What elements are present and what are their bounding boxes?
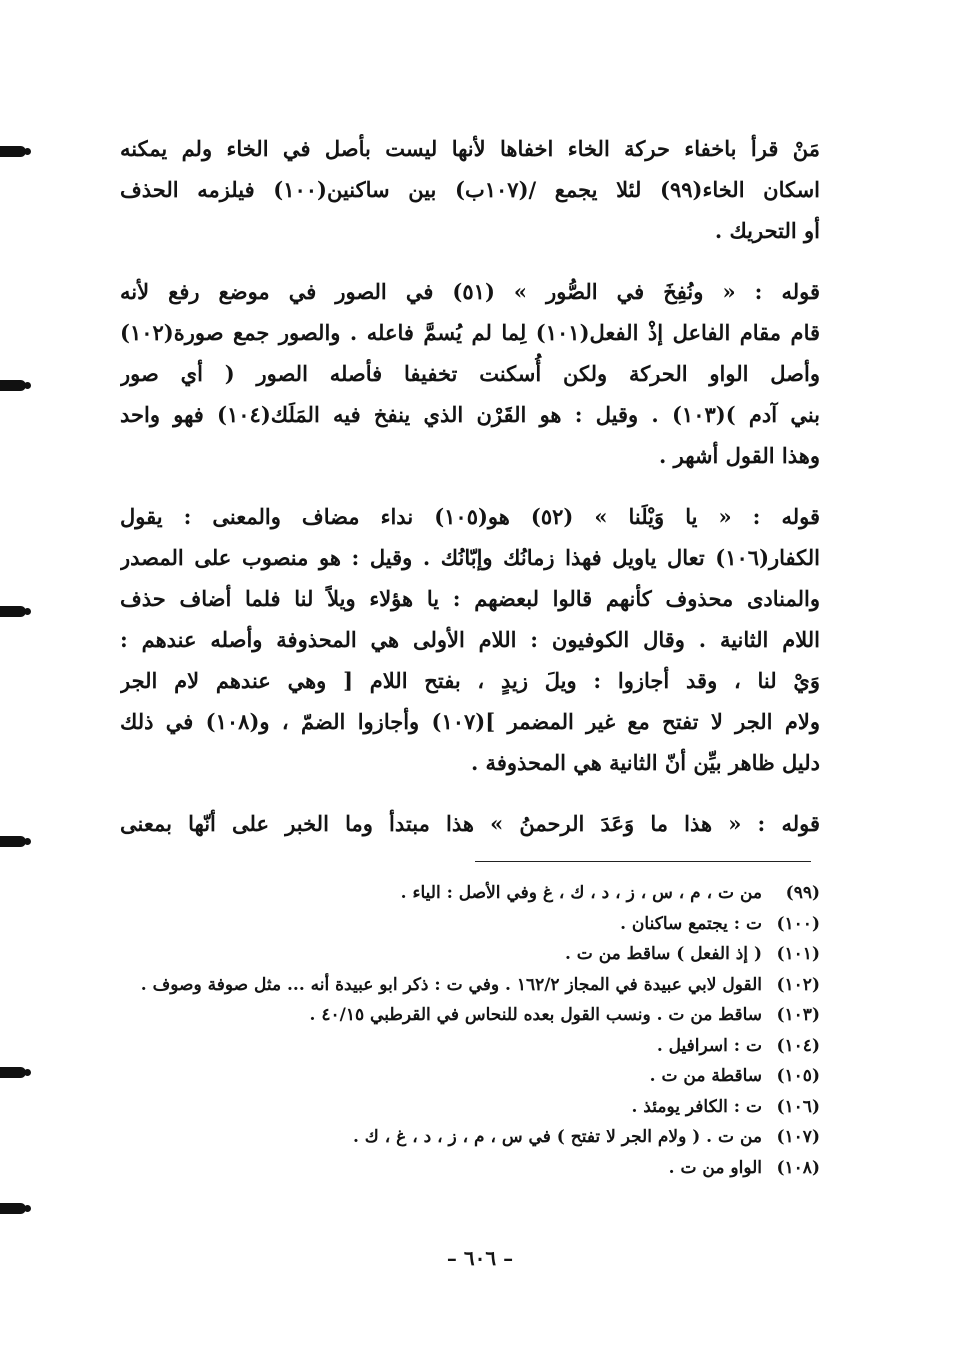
footnote-text: ( إذ الفعل ) ساقط من ت . [564, 944, 762, 964]
page-number: – ٦٠٦ – [446, 1246, 514, 1270]
footnote [125, 939, 820, 970]
footnotes [125, 878, 820, 1183]
paragraph [120, 803, 820, 844]
text-line: مَنْ قرأ باخفاء حركة الخاء اخفاها لأنها ليست بأصل في الخاء ولم يمكنه [120, 136, 820, 161]
text-line: قوله : « يا وَيْلَنا » (٥٢) هو(١٠٥) نداء مضاف والمعنى : يقول [120, 504, 820, 529]
text-line: قام مقام الفاعل إذْ الفعل(١٠١) لِما لم يُسمَّ فاعله . والصور جمع صورة(١٠٢) [120, 320, 820, 345]
footnote-separator [475, 861, 811, 862]
footnote-text: ساقط من ت . ونسب القول بعده للنحاس في القرطبي ٤٠/١٥ . [309, 1005, 762, 1025]
text-line: قوله : « هذا ما وَعَدَ الرحمنُ » هذا مبتدأ وما الخبر على أنّها بمعنى [120, 811, 820, 836]
footnote [125, 1000, 820, 1031]
footnote-number: (١٠٢) [776, 974, 820, 995]
text-line: والمنادى محذوف كأنهم قالوا لبعضهم : يا هؤلاء ويلاً لنا فلما أضاف حذف [120, 586, 820, 611]
footnote-number: (١٠٥) [776, 1066, 820, 1086]
text-line: قوله : « ونُفِخَ في الصُّور » (٥١) في الصور في موضع رفع لأنه [120, 279, 820, 304]
main-text [120, 128, 820, 864]
footnote [125, 970, 820, 1001]
text-line: بني آدم )(١٠٣) . وقيل : هو القَرْن الذي ينفخ فيه المَلَك(١٠٤) فهو واحد [120, 402, 820, 427]
footnote-number: (١٠٧) [776, 1127, 820, 1147]
text-line: الكفار(١٠٦) تعال ياويل فهذا زمانُك وإبّانُك . وقيل : هو منصوب على المصدر [120, 545, 820, 570]
footnote-number: (١٠٤) [776, 1035, 820, 1056]
text-line: ولام الجر لا تفتح مع غير المضمر ](١٠٧) وأجازوا الضمّ ، و(١٠٨) في ذلك [120, 709, 820, 734]
footnote-text: ت : اسرافيل . [656, 1035, 762, 1056]
footnote-number: (١٠٠) [776, 913, 820, 934]
paragraph [120, 271, 820, 476]
margin-mark [0, 146, 26, 157]
footnote [125, 1092, 820, 1123]
margin-mark [0, 380, 26, 391]
paragraph [120, 128, 820, 251]
text-line: وهذا القول أشهر . [659, 443, 820, 468]
footnote-text: من ت . ( ولام الجر لا تفتح ) في س ، م ، ز ، د ، غ ، ك . [352, 1127, 762, 1147]
footnote-text: من ت ، م ، س ، ز ، د ، ك ، غ وفي الأصل : الياء . [400, 883, 762, 903]
text-line: وأصل الواو الحركة ولكن أُسكنت تخفيفا فأصله الصور ( أي صور [120, 361, 820, 386]
text-line: اللام الثانية . وقال الكوفيون : اللام الأولى هي المحذوفة وأصله عندهم : [120, 627, 820, 652]
footnote [125, 1153, 820, 1184]
footnote-number: (١٠٦) [776, 1096, 820, 1117]
margin-mark [0, 606, 26, 617]
text-line: دليل ظاهر بيِّن أنّ الثانية هي المحذوفة . [470, 750, 820, 775]
footnote-text: القول لابي عبيدة في المجاز ١٦٢/٢ . وفي ت : ذكر ابو عبيدة أنه ... مثل صوفة وصوف . [140, 974, 762, 995]
footnote-number: (١٠١) [776, 944, 820, 964]
footnote-text: الواو من ت . [668, 1157, 762, 1178]
margin-mark [0, 1067, 26, 1078]
paragraph [120, 496, 820, 783]
footnote-text: ت : يجتمع ساكنان . [620, 913, 762, 934]
margin-mark [0, 1203, 26, 1214]
footnote-text: ساقطة من ت . [649, 1066, 762, 1086]
footnote [125, 878, 820, 909]
footnote-number: (٩٩) [785, 883, 820, 903]
footnote-number: (١٠٨) [776, 1157, 820, 1178]
margin-mark [0, 836, 26, 847]
text-line: اسكان الخاء(٩٩) لئلا يجمع /(١٠٧ب) بين ساكنين(١٠٠) فيلزمه الحذف [120, 177, 820, 202]
footnote [125, 1061, 820, 1092]
footnote [125, 909, 820, 940]
footnote-text: ت : الكافر يومئذ . [631, 1096, 762, 1117]
footnote-number: (١٠٣) [776, 1005, 820, 1025]
text-line: وَيْ لنا ، وقد أجازوا : ويلَ زيدٍ ، بفتح اللام [ وهي عندهم لام الجر [120, 668, 820, 693]
text-line: أو التحريك . [714, 218, 820, 243]
footnote [125, 1031, 820, 1062]
footnote [125, 1122, 820, 1153]
